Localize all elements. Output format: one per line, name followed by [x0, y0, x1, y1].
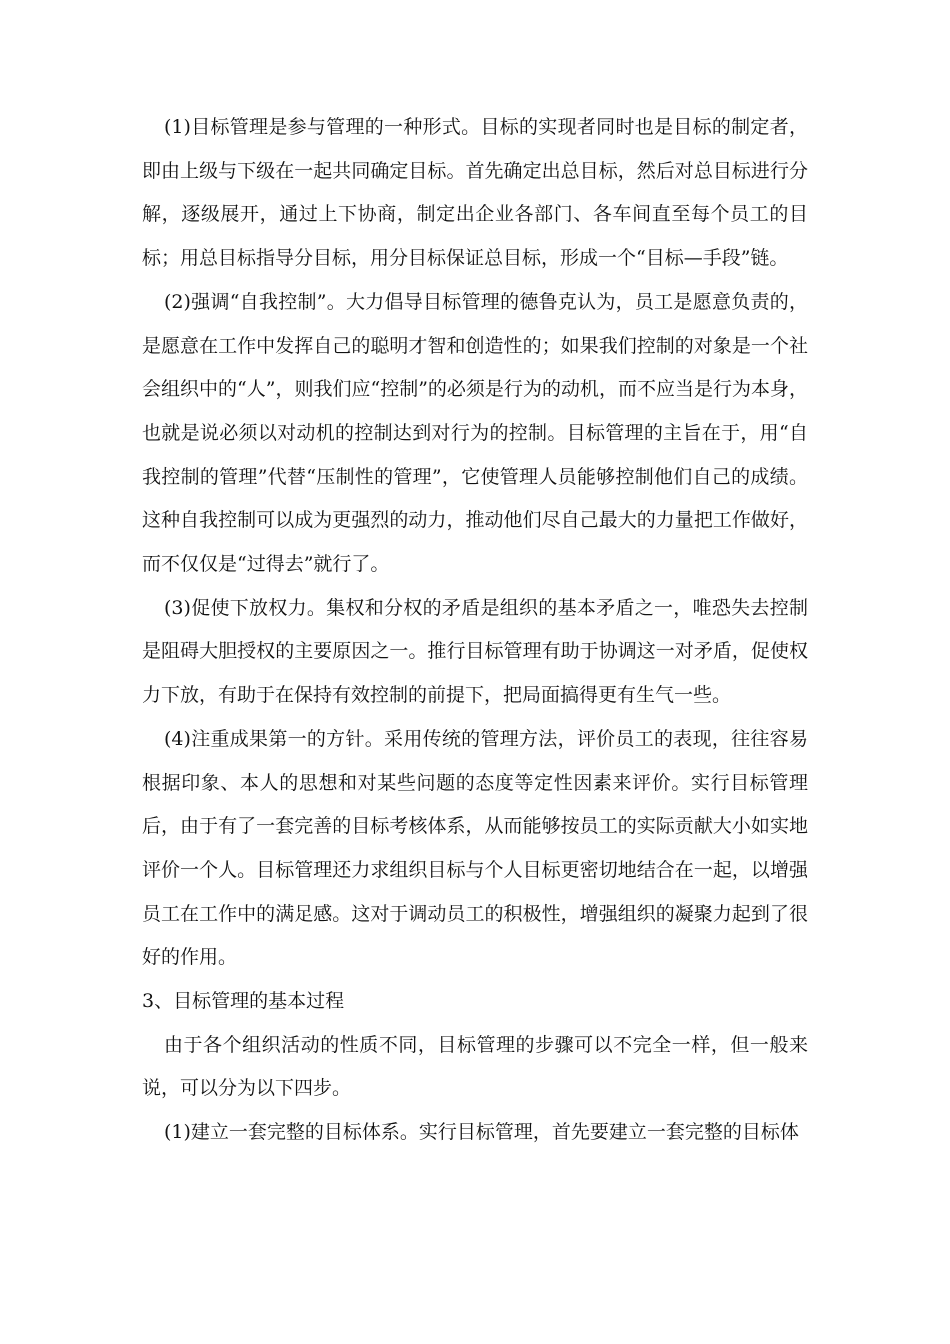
paragraph-participation: (1)目标管理是参与管理的一种形式。目标的实现者同时也是目标的制定者，即由上级与下级在一起共同确定目标。首先确定出总目标，然后对总目标进行分解，逐级展开，通过上下协商，制定出企业各部门、各车间直至每个员工的目标；用总目标指导分目标，用分目标保证总目标，形成一个“目标—手段”链。 — [142, 116, 808, 270]
paragraph-delegation: (3)促使下放权力。集权和分权的矛盾是组织的基本矛盾之一，唯恐失去控制是阻碍大胆授权的主要原因之一。推行目标管理有助于协调这一对矛盾，促使权力下放，有助于在保持有效控制的前提下，把局面搞得更有生气一些。 — [142, 596, 808, 707]
paragraph-results-first: (4)注重成果第一的方针。采用传统的管理方法，评价员工的表现，往往容易根据印象、本人的思想和对某些问题的态度等定性因素来评价。实行目标管理后，由于有了一套完善的目标考核体系，从而能够按员工的实际贡献大小如实地评价一个人。目标管理还力求组织目标与个人目标更密切地结合在一起，以增强员工在工作中的满足感。这对于调动员工的积极性，增强组织的凝聚力起到了很好的作用。 — [142, 727, 808, 969]
section-heading: 3、目标管理的基本过程 — [142, 990, 345, 1013]
document-body — [142, 106, 808, 1155]
paragraph-step-one: (1)建立一套完整的目标体系。实行目标管理，首先要建立一套完整的目标体 — [164, 1121, 799, 1144]
paragraph-process-intro: 由于各个组织活动的性质不同，目标管理的步骤可以不完全一样，但一般来说，可以分为以下四步。 — [142, 1033, 808, 1100]
paragraph-self-control: (2)强调“自我控制”。大力倡导目标管理的德鲁克认为，员工是愿意负责的，是愿意在工作中发挥自己的聪明才智和创造性的；如果我们控制的对象是一个社会组织中的“人”，则我们应“控制”的必须是行为的动机，而不应当是行为本身，也就是说必须以对动机的控制达到对行为的控制。目标管理的主旨在于，用“自我控制的管理”代替“压制性的管理”，它使管理人员能够控制他们自己的成绩。这种自我控制可以成为更强烈的动力，推动他们尽自己最大的力量把工作做好，而不仅仅是“过得去”就行了。 — [142, 290, 808, 576]
